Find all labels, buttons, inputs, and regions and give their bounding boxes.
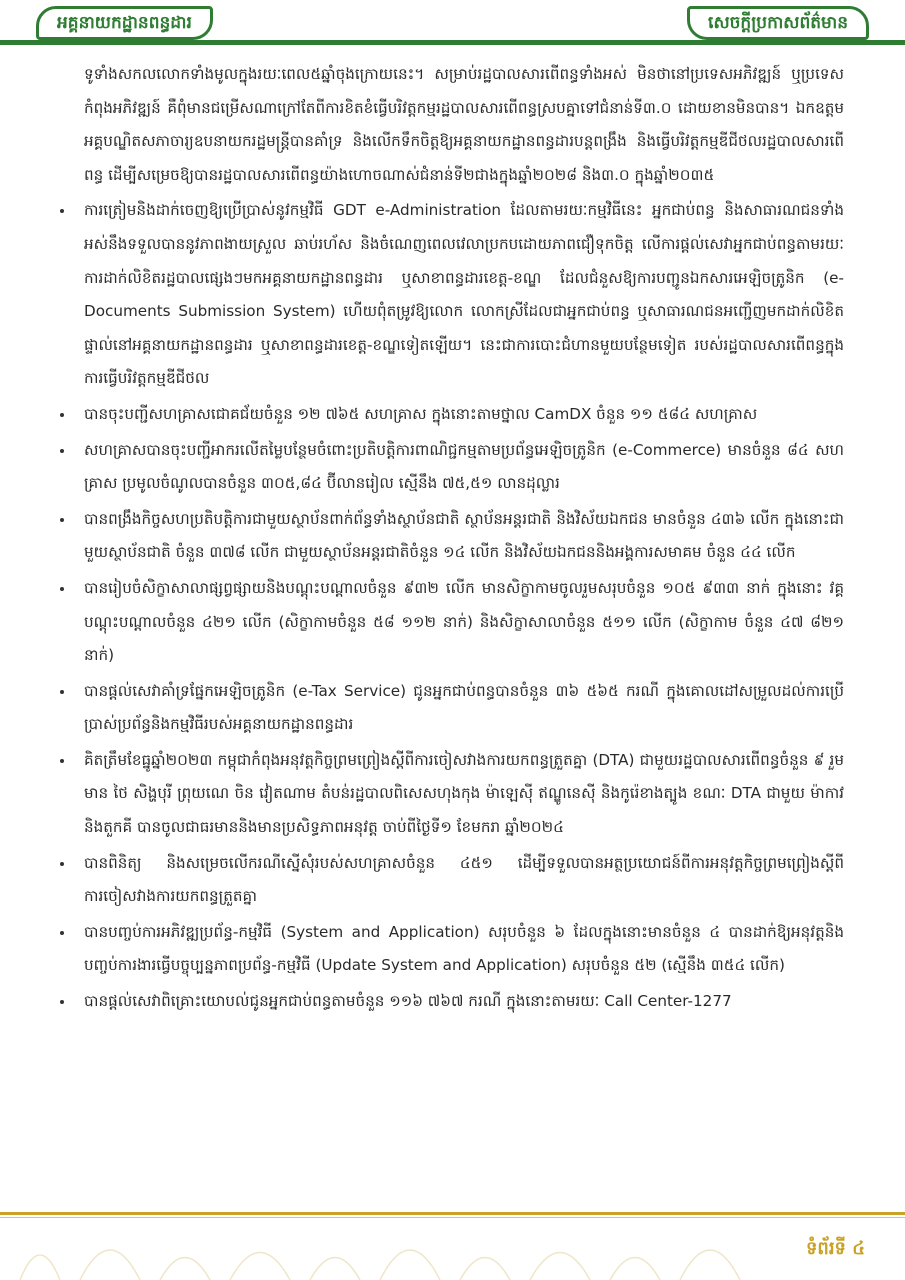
page-number: ទំព័រទី ៤ [805,1238,865,1259]
header-rule [0,40,905,45]
bullet-item-3: សហគ្រាសបានចុះបញ្ជីអាករលើតម្លៃបន្ថែមចំពោះប្រតិបត្តិការពាណិជ្ជកម្មតាមប្រព័ន្ធអេឡិចត្រូនិក (e-Commerce) មានចំនួន ៨៤ សហគ្រាស ប្រមូលចំណូលបានចំនួន ៣០៥,៨៤ ប៊ីលានរៀល ស្មើនឹង ៧៥,៥១ លានដុល្លារ [84,434,844,501]
footer-ornament [0,1190,905,1280]
bullet-item-4: បានពង្រឹងកិច្ចសហប្រតិបត្តិការជាមួយស្ថាប័នពាក់ព័ន្ធទាំងស្ថាប័នជាតិ ស្ថាប័នអន្តរជាតិ និងវិស័យឯកជន មានចំនួន ៤៣៦ លើក ក្នុងនោះជាមួយស្ថាប័នជាតិ ចំនួន ៣៧៨ លើក ជាមួយស្ថាប័នអន្តរជាតិចំនួន ១៤ លើក និងវិស័យឯកជននិងអង្គការសមាគម ចំនួន ៤៤ លើក [84,503,844,570]
document-body [84,58,844,1021]
footer-rule-thin [0,1217,905,1218]
bullet-item-1: ការត្រៀមនិងដាក់ចេញឱ្យប្រើប្រាស់នូវកម្មវិធី GDT e-Administration ដែលតាមរយៈកម្មវិធីនេះ អ្នកជាប់ពន្ធ និងសាធារណជនទាំងអស់នឹងទទួលបាននូវភាពងាយស្រួល ឆាប់រហ័ស និងចំណេញពេលវេលាប្រកបដោយភាពជឿទុកចិត្ត លើការផ្ដល់សេវាអ្នកជាប់ពន្ធតាមរយៈការដាក់លិខិតរដ្ឋបាលផ្សេងៗមកអគ្គនាយកដ្ឋានពន្ធដារ ឬសាខាពន្ធដារខេត្ត-ខណ្ឌ ដែលជំនួសឱ្យការបញ្ជូនឯកសារអេឡិចត្រូនិក (e-Documents Submission System) ហើយពុំតម្រូវឱ្យលោក លោកស្រីដែលជាអ្នកជាប់ពន្ធ ឬសាធារណជនអញ្ជើញមកដាក់លិខិតផ្ទាល់នៅអគ្គនាយកដ្ឋានពន្ធដារ ឬសាខាពន្ធដារខេត្ត-ខណ្ឌទៀតឡើយ។ នេះជាការបោះជំហានមួយបន្ថែមទៀត របស់រដ្ឋបាលសារពើពន្ធក្នុងការធ្វើបរិវត្តកម្មឌីជីថល [84,194,844,396]
bullet-list [84,194,844,1018]
header-right-title: សេចក្ដីប្រកាសព័ត៌មាន [687,6,869,40]
footer-rule [0,1212,905,1215]
bullet-item-5: បានរៀបចំសិក្ខាសាលាផ្សព្វផ្សាយនិងបណ្ដុះបណ្ដាលចំនួន ៩៣២ លើក មានសិក្ខាកាមចូលរួមសរុបចំនួន ១០៥ ៩៣៣ នាក់ ក្នុងនោះ វគ្គបណ្ដុះបណ្ដាលចំនួន ៤២១ លើក (សិក្ខាកាមចំនួន ៥៨ ១១២ នាក់) និងសិក្ខាសាលាចំនួន ៥១១ លើក (សិក្ខាកាម ចំនួន ៤៧ ៨២១ នាក់) [84,572,844,673]
bullet-item-9: បានបញ្ចប់ការអភិវឌ្ឍប្រព័ន្ធ-កម្មវិធី (System and Application) សរុបចំនួន ៦ ដែលក្នុងនោះមានចំនួន ៤ បានដាក់ឱ្យអនុវត្តនិងបញ្ចប់ការងារធ្វើបច្ចុប្បន្នភាពប្រព័ន្ធ-កម្មវិធី (Update System and Application) សរុបចំនួន ៥២ (ស្មើនឹង ៣៥៤ លើក) [84,916,844,983]
intro-paragraph: ទូទាំងសកលលោកទាំងមូលក្នុងរយៈពេល៥ឆ្នាំចុងក្រោយនេះ។ សម្រាប់រដ្ឋបាលសារពើពន្ធទាំងអស់ មិនថានៅប្រទេសអភិវឌ្ឍន៍ ឬប្រទេសកំពុងអភិវឌ្ឍន៍ គឺពុំមានជម្រើសណាក្រៅតែពីការខិតខំធ្វើបរិវត្តកម្មរដ្ឋបាលសារពើពន្ធស្របគ្នាទៅជំនាន់ទី៣.០ ដោយខានមិនបាន។ ឯកឧត្តមអគ្គបណ្ឌិតសភាចារ្យឧបនាយករដ្ឋមន្ត្រីបានគាំទ្រ និងលើកទឹកចិត្តឱ្យអគ្គនាយកដ្ឋានពន្ធដារបន្តពង្រឹង និងធ្វើបរិវត្តកម្មឌីជីថលរដ្ឋបាលសារពើពន្ធ ដើម្បីសម្រេចឱ្យបានរដ្ឋបាលសារពើពន្ធយ៉ាងហោចណាស់ជំនាន់ទី២ជាងក្នុងឆ្នាំ២០២៨ និង៣.០ ក្នុងឆ្នាំ២០៣៥ [84,65,844,184]
header-left-title: អគ្គនាយកដ្ឋានពន្ធដារ [36,6,213,40]
bullet-item-8: បានពិនិត្យ និងសម្រេចលើករណីស្នើសុំរបស់សហគ្រាសចំនួន ៤៥១ ដើម្បីទទួលបានអត្ថប្រយោជន៍ពីការអនុវត្តកិច្ចព្រមព្រៀងស្ដីពីការចៀសវាងការយកពន្ធត្រួតគ្នា [84,847,844,914]
bullet-item-6: បានផ្ដល់សេវាគាំទ្រផ្នែកអេឡិចត្រូនិក (e-Tax Service) ជូនអ្នកជាប់ពន្ធបានចំនួន ៣៦ ៥៦៥ ករណី ក្នុងគោលដៅសម្រួលដល់ការប្រើប្រាស់ប្រព័ន្ធនិងកម្មវិធីរបស់អគ្គនាយកដ្ឋានពន្ធដារ [84,675,844,742]
bullet-item-7: គិតត្រឹមខែធ្នូឆ្នាំ២០២៣ កម្ពុជាកំពុងអនុវត្តកិច្ចព្រមព្រៀងស្ដីពីការចៀសវាងការយកពន្ធត្រួតគ្នា (DTA) ជាមួយរដ្ឋបាលសារពើពន្ធចំនួន ៩ រួមមាន ថៃ សិង្ហបុរី ព្រុយណេ ចិន វៀតណាម តំបន់រដ្ឋបាលពិសេសហុងកុង ម៉ាឡេស៊ី ឥណ្ឌូនេស៊ី និងកូរ៉េខាងត្បូង ខណៈ DTA ជាមួយ ម៉ាកាវ និងតួកគី បានចូលជាធរមាននិងមានប្រសិទ្ធភាពអនុវត្ត ចាប់ពីថ្ងៃទី១ ខែមករា ឆ្នាំ២០២៤ [84,744,844,845]
bullet-item-2: បានចុះបញ្ជីសហគ្រាសជោគជ័យចំនួន ១២ ៧៦៥ សហគ្រាស ក្នុងនោះតាមថ្នាល CamDX ចំនួន ១១ ៥៨៤ សហគ្រាស [84,398,844,432]
bullet-item-10: បានផ្ដល់សេវាពិគ្រោះយោបល់ជូនអ្នកជាប់ពន្ធតាមចំនួន ១១៦ ៧៦៧ ករណី ក្នុងនោះតាមរយៈ Call Center-1277 [84,985,844,1019]
